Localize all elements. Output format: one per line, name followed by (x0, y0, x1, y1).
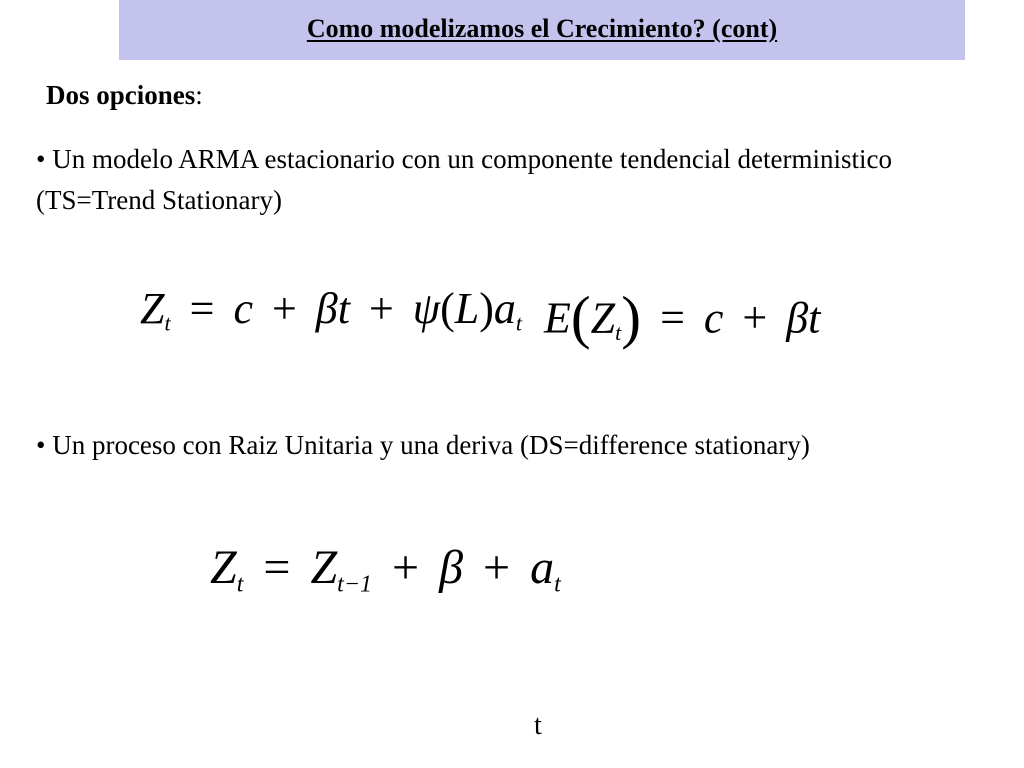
eq3-plus-1: + (392, 541, 420, 594)
equation-ts-expectation (544, 283, 820, 352)
eq1-L: L (454, 284, 480, 333)
eq3-Z: Z (210, 541, 237, 594)
eq3-a-sub: t (554, 571, 561, 598)
eq2-t: t (808, 293, 821, 343)
eq2-Z-sub: t (615, 319, 622, 345)
eq1-plus-1: + (271, 284, 297, 333)
eq2-plus: + (742, 293, 768, 343)
title-bar (119, 0, 965, 60)
eq3-beta: β (439, 541, 464, 594)
bullet-ds-model: • Un proceso con Raiz Unitaria y una deriva (DS=difference stationary) (36, 430, 810, 460)
eq3-Z-lag-sub: t−1 (337, 571, 373, 598)
intro-heading: Dos opciones (46, 80, 196, 110)
bullet-ts-model: • Un modelo ARMA estacionario con un componente tendencial deterministico (TS=Trend Stationary) (36, 144, 892, 215)
eq2-E: E (544, 293, 571, 343)
eq2-rparen: ) (621, 284, 642, 350)
eq1-psi: ψ (412, 284, 441, 333)
eq1-lparen: ( (440, 284, 455, 333)
eq1-a-sub: t (515, 310, 523, 336)
equation-ts-model (140, 283, 522, 337)
intro-line (46, 80, 203, 111)
eq2-c: c (703, 293, 724, 343)
eq1-beta: β (315, 284, 338, 333)
eq2-lparen: ( (570, 284, 591, 350)
eq1-t: t (337, 284, 350, 333)
eq1-plus-2: + (368, 284, 394, 333)
eq1-a: a (493, 284, 516, 333)
eq3-plus-2: + (483, 541, 511, 594)
eq3-a: a (530, 541, 555, 594)
slide-title: Como modelizamos el Crecimiento? (cont) (306, 14, 778, 43)
eq2-equals: = (660, 293, 685, 343)
eq1-rparen: ) (479, 284, 494, 333)
eq1-Z-sub: t (164, 310, 171, 336)
eq1-c: c (233, 284, 253, 333)
equation-ds-model (210, 540, 561, 598)
eq3-equals: = (263, 541, 291, 594)
eq3-Z-sub: t (236, 571, 244, 598)
intro-colon: : (195, 80, 203, 110)
eq1-equals: = (189, 284, 215, 333)
footer-stray-char: t (534, 710, 542, 741)
eq3-Z-lag: Z (310, 541, 338, 594)
eq1-Z: Z (140, 284, 165, 333)
eq2-Z: Z (590, 293, 616, 343)
eq2-beta: β (786, 293, 809, 343)
